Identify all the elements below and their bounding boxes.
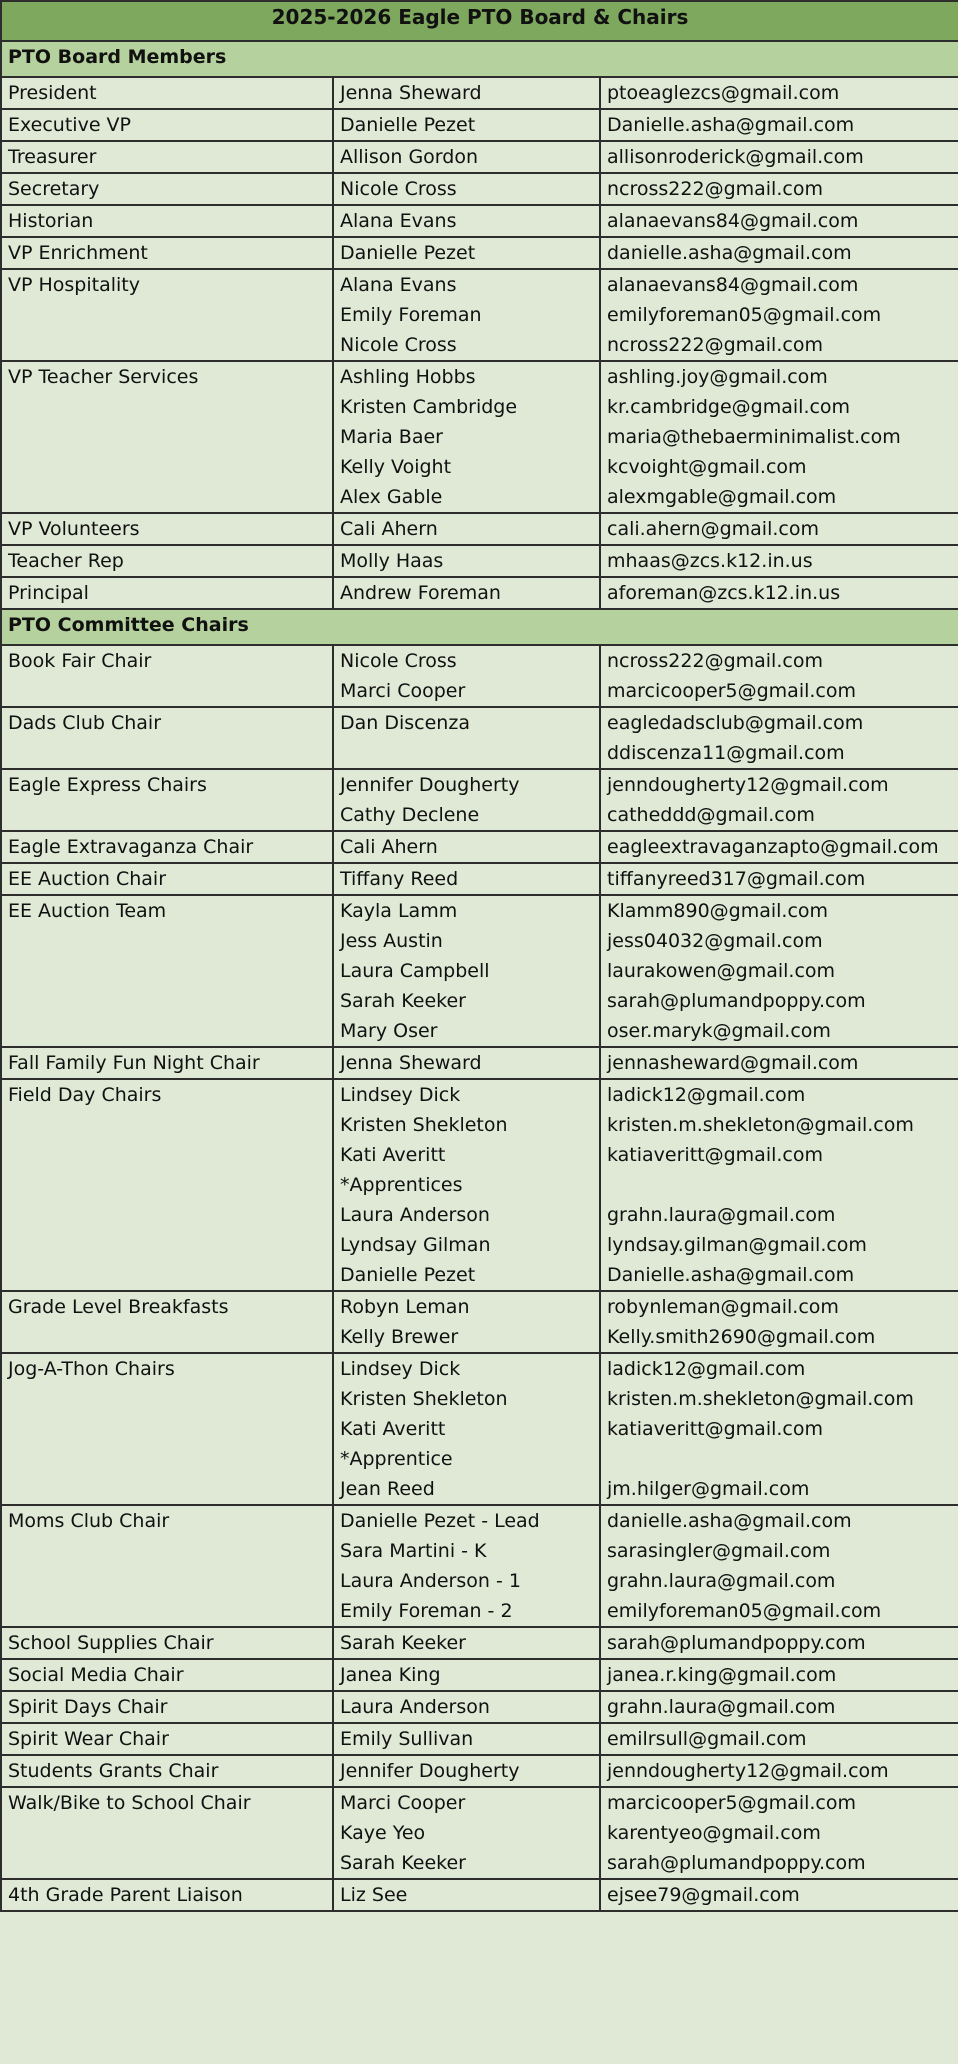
names-cell	[333, 269, 600, 361]
role-cell	[1, 77, 333, 109]
email-address: ejsee79@gmail.com	[607, 1884, 800, 1906]
table-row	[1, 1353, 958, 1505]
role-cell	[1, 707, 333, 769]
names-cell	[333, 77, 600, 109]
names-cell	[333, 707, 600, 769]
table-row	[1, 1079, 958, 1291]
email-address: katiaveritt@gmail.com	[607, 1418, 823, 1440]
names-cell	[333, 1723, 600, 1755]
role-label: Treasurer	[8, 146, 97, 168]
emails-cell	[600, 237, 958, 269]
table-row	[1, 269, 958, 361]
role-cell	[1, 1879, 333, 1911]
person-name: Sarah Keeker	[340, 990, 466, 1012]
role-label: VP Enrichment	[8, 242, 148, 264]
emails-cell	[600, 545, 958, 577]
role-cell	[1, 895, 333, 1047]
person-name: Andrew Foreman	[340, 582, 501, 604]
table-row	[1, 545, 958, 577]
names-cell	[333, 1505, 600, 1627]
names-cell	[333, 645, 600, 707]
names-cell	[333, 513, 600, 545]
person-name: Marci Cooper	[340, 680, 466, 702]
email-address: ddiscenza11@gmail.com	[607, 742, 845, 764]
email-address: sarah@plumandpoppy.com	[607, 1852, 866, 1874]
email-address: aforeman@zcs.k12.in.us	[607, 582, 841, 604]
role-cell	[1, 361, 333, 513]
role-label: Secretary	[8, 178, 100, 200]
email-address: sarah@plumandpoppy.com	[607, 990, 866, 1012]
email-address: alanaevans84@gmail.com	[607, 274, 859, 296]
table-row	[1, 173, 958, 205]
email-address: marcicooper5@gmail.com	[607, 680, 857, 702]
table-row	[1, 1659, 958, 1691]
section-heading: PTO Committee Chairs	[1, 609, 958, 645]
email-address: catheddd@gmail.com	[607, 804, 815, 826]
role-label: President	[8, 82, 97, 104]
email-address	[607, 1170, 952, 1200]
person-name: Mary Oser	[340, 1020, 438, 1042]
names-cell	[333, 237, 600, 269]
email-address: ncross222@gmail.com	[607, 178, 823, 200]
email-address: sarah@plumandpoppy.com	[607, 1632, 866, 1654]
names-cell	[333, 205, 600, 237]
role-label: Field Day Chairs	[8, 1084, 162, 1106]
role-label: Students Grants Chair	[8, 1760, 219, 1782]
role-label: 4th Grade Parent Liaison	[8, 1884, 243, 1906]
role-label: EE Auction Chair	[8, 868, 167, 890]
names-cell	[333, 109, 600, 141]
emails-cell	[600, 1755, 958, 1787]
email-address: laurakowen@gmail.com	[607, 960, 836, 982]
email-address: emilrsull@gmail.com	[607, 1728, 807, 1750]
role-cell	[1, 1723, 333, 1755]
role-label: Moms Club Chair	[8, 1510, 170, 1532]
names-cell	[333, 1691, 600, 1723]
names-cell	[333, 361, 600, 513]
person-name: Nicole Cross	[340, 178, 457, 200]
email-address	[607, 1444, 952, 1474]
table-row	[1, 1691, 958, 1723]
table-row	[1, 1879, 958, 1911]
emails-cell	[600, 1353, 958, 1505]
table-row	[1, 205, 958, 237]
names-cell	[333, 141, 600, 173]
person-name: Kristen Cambridge	[340, 396, 518, 418]
role-cell	[1, 269, 333, 361]
table-row	[1, 1291, 958, 1353]
names-cell	[333, 545, 600, 577]
table-row	[1, 577, 958, 609]
email-address: lyndsay.gilman@gmail.com	[607, 1234, 867, 1256]
email-address: ladick12@gmail.com	[607, 1084, 806, 1106]
email-address: Kelly.smith2690@gmail.com	[607, 1326, 876, 1348]
emails-cell	[600, 1047, 958, 1079]
role-cell	[1, 205, 333, 237]
email-address: katiaveritt@gmail.com	[607, 1144, 823, 1166]
role-cell	[1, 577, 333, 609]
person-name: Lyndsay Gilman	[340, 1234, 491, 1256]
person-name: Kristen Shekleton	[340, 1114, 508, 1136]
person-name: *Apprentice	[340, 1448, 453, 1470]
email-address: grahn.laura@gmail.com	[607, 1570, 836, 1592]
table-row	[1, 863, 958, 895]
emails-cell	[600, 895, 958, 1047]
role-label: Jog-A-Thon Chairs	[8, 1358, 175, 1380]
names-cell	[333, 769, 600, 831]
person-name: Robyn Leman	[340, 1296, 470, 1318]
role-label: Spirit Days Chair	[8, 1696, 168, 1718]
role-label: Principal	[8, 582, 89, 604]
email-address: ncross222@gmail.com	[607, 650, 823, 672]
names-cell	[333, 831, 600, 863]
role-label: Eagle Extravaganza Chair	[8, 836, 254, 858]
email-address: eagleextravaganzapto@gmail.com	[607, 836, 939, 858]
role-cell	[1, 1627, 333, 1659]
person-name: Jenna Sheward	[340, 82, 482, 104]
email-address: alexmgable@gmail.com	[607, 486, 837, 508]
person-name: Jennifer Dougherty	[340, 774, 520, 796]
person-name: Lindsey Dick	[340, 1358, 461, 1380]
person-name: Ashling Hobbs	[340, 366, 476, 388]
table-row	[1, 645, 958, 707]
person-name: Emily Foreman	[340, 304, 482, 326]
email-address: allisonroderick@gmail.com	[607, 146, 864, 168]
emails-cell	[600, 769, 958, 831]
table-row	[1, 831, 958, 863]
person-name: Kristen Shekleton	[340, 1388, 508, 1410]
section-heading: PTO Board Members	[1, 41, 958, 77]
email-address: ashling.joy@gmail.com	[607, 366, 828, 388]
person-name: Sarah Keeker	[340, 1852, 466, 1874]
emails-cell	[600, 205, 958, 237]
names-cell	[333, 1879, 600, 1911]
names-cell	[333, 1353, 600, 1505]
person-name: Danielle Pezet	[340, 242, 476, 264]
email-address: grahn.laura@gmail.com	[607, 1696, 836, 1718]
role-cell	[1, 1659, 333, 1691]
email-address: kr.cambridge@gmail.com	[607, 396, 851, 418]
role-cell	[1, 109, 333, 141]
names-cell	[333, 1659, 600, 1691]
person-name: Kayla Lamm	[340, 900, 458, 922]
email-address: alanaevans84@gmail.com	[607, 210, 859, 232]
person-name: Dan Discenza	[340, 712, 470, 734]
person-name: *Apprentices	[340, 1174, 463, 1196]
table-row	[1, 1505, 958, 1627]
emails-cell	[600, 1659, 958, 1691]
email-address: tiffanyreed317@gmail.com	[607, 868, 866, 890]
role-label: Executive VP	[8, 114, 131, 136]
role-label: Historian	[8, 210, 94, 232]
email-address: jennasheward@gmail.com	[607, 1052, 859, 1074]
emails-cell	[600, 141, 958, 173]
title-row	[1, 1, 958, 41]
role-cell	[1, 513, 333, 545]
table-row	[1, 1047, 958, 1079]
emails-cell	[600, 1787, 958, 1879]
person-name: Allison Gordon	[340, 146, 478, 168]
table-row	[1, 77, 958, 109]
person-name: Tiffany Reed	[340, 868, 459, 890]
emails-cell	[600, 863, 958, 895]
person-name: Laura Anderson	[340, 1204, 490, 1226]
person-name: Cathy Declene	[340, 804, 480, 826]
page-title: 2025-2026 Eagle PTO Board & Chairs	[1, 1, 958, 41]
role-label: EE Auction Team	[8, 900, 167, 922]
role-label: Walk/Bike to School Chair	[8, 1792, 251, 1814]
table-row	[1, 141, 958, 173]
role-cell	[1, 1755, 333, 1787]
emails-cell	[600, 645, 958, 707]
person-name: Alana Evans	[340, 210, 457, 232]
email-address: danielle.asha@gmail.com	[607, 242, 852, 264]
table-row	[1, 237, 958, 269]
person-name: Kati Averitt	[340, 1144, 446, 1166]
table-row	[1, 769, 958, 831]
names-cell	[333, 577, 600, 609]
pto-roster-body	[1, 1, 958, 1911]
person-name: Jennifer Dougherty	[340, 1760, 520, 1782]
emails-cell	[600, 1627, 958, 1659]
section-header-row	[1, 609, 958, 645]
email-address: Danielle.asha@gmail.com	[607, 114, 855, 136]
emails-cell	[600, 1291, 958, 1353]
person-name: Nicole Cross	[340, 334, 457, 356]
emails-cell	[600, 1079, 958, 1291]
emails-cell	[600, 831, 958, 863]
role-label: Fall Family Fun Night Chair	[8, 1052, 260, 1074]
role-cell	[1, 863, 333, 895]
email-address: emilyforeman05@gmail.com	[607, 304, 882, 326]
person-name: Cali Ahern	[340, 836, 438, 858]
role-label: Teacher Rep	[8, 550, 124, 572]
names-cell	[333, 895, 600, 1047]
person-name: Kati Averitt	[340, 1418, 446, 1440]
email-address: ladick12@gmail.com	[607, 1358, 806, 1380]
emails-cell	[600, 269, 958, 361]
emails-cell	[600, 1691, 958, 1723]
person-name: Molly Haas	[340, 550, 444, 572]
person-name: Jean Reed	[340, 1478, 435, 1500]
role-cell	[1, 831, 333, 863]
email-address: ptoeaglezcs@gmail.com	[607, 82, 840, 104]
role-cell	[1, 1505, 333, 1627]
emails-cell	[600, 1505, 958, 1627]
table-row	[1, 1755, 958, 1787]
email-address: jenndougherty12@gmail.com	[607, 774, 889, 796]
emails-cell	[600, 577, 958, 609]
role-cell	[1, 545, 333, 577]
role-cell	[1, 1291, 333, 1353]
person-name: Danielle Pezet	[340, 1264, 476, 1286]
role-label: Eagle Express Chairs	[8, 774, 207, 796]
email-address: janea.r.king@gmail.com	[607, 1664, 837, 1686]
email-address: kcvoight@gmail.com	[607, 456, 807, 478]
email-address: Klamm890@gmail.com	[607, 900, 829, 922]
person-name: Emily Sullivan	[340, 1728, 474, 1750]
person-name: Kaye Yeo	[340, 1822, 426, 1844]
email-address: sarasingler@gmail.com	[607, 1540, 831, 1562]
role-label: VP Teacher Services	[8, 366, 199, 388]
person-name: Janea King	[340, 1664, 441, 1686]
person-name: Kelly Brewer	[340, 1326, 459, 1348]
person-name: Cali Ahern	[340, 518, 438, 540]
email-address: eagledadsclub@gmail.com	[607, 712, 864, 734]
person-name: Laura Anderson	[340, 1696, 490, 1718]
email-address: marcicooper5@gmail.com	[607, 1792, 857, 1814]
person-name: Maria Baer	[340, 426, 443, 448]
role-cell	[1, 1047, 333, 1079]
table-row	[1, 109, 958, 141]
role-cell	[1, 1691, 333, 1723]
person-name: Laura Campbell	[340, 960, 490, 982]
person-name: Marci Cooper	[340, 1792, 466, 1814]
email-address: mhaas@zcs.k12.in.us	[607, 550, 813, 572]
table-row	[1, 1627, 958, 1659]
role-label: Social Media Chair	[8, 1664, 184, 1686]
emails-cell	[600, 77, 958, 109]
emails-cell	[600, 361, 958, 513]
role-cell	[1, 141, 333, 173]
role-cell	[1, 173, 333, 205]
email-address: Danielle.asha@gmail.com	[607, 1264, 855, 1286]
email-address: maria@thebaerminimalist.com	[607, 426, 901, 448]
emails-cell	[600, 513, 958, 545]
emails-cell	[600, 1879, 958, 1911]
person-name: Kelly Voight	[340, 456, 452, 478]
role-label: Book Fair Chair	[8, 650, 152, 672]
role-cell	[1, 769, 333, 831]
email-address: ncross222@gmail.com	[607, 334, 823, 356]
table-row	[1, 1723, 958, 1755]
person-name: Lindsey Dick	[340, 1084, 461, 1106]
role-cell	[1, 645, 333, 707]
role-cell	[1, 237, 333, 269]
role-label: Grade Level Breakfasts	[8, 1296, 229, 1318]
role-label: School Supplies Chair	[8, 1632, 214, 1654]
emails-cell	[600, 109, 958, 141]
email-address: robynleman@gmail.com	[607, 1296, 839, 1318]
person-name: Jess Austin	[340, 930, 443, 952]
role-cell	[1, 1079, 333, 1291]
names-cell	[333, 863, 600, 895]
names-cell	[333, 173, 600, 205]
names-cell	[333, 1755, 600, 1787]
person-name: Liz See	[340, 1884, 408, 1906]
role-label: Dads Club Chair	[8, 712, 162, 734]
role-label: VP Volunteers	[8, 518, 140, 540]
person-name: Danielle Pezet	[340, 114, 476, 136]
person-name: Sara Martini - K	[340, 1540, 487, 1562]
role-cell	[1, 1787, 333, 1879]
email-address: kristen.m.shekleton@gmail.com	[607, 1114, 914, 1136]
person-name: Laura Anderson - 1	[340, 1570, 521, 1592]
email-address: kristen.m.shekleton@gmail.com	[607, 1388, 914, 1410]
names-cell	[333, 1291, 600, 1353]
email-address: jess04032@gmail.com	[607, 930, 823, 952]
emails-cell	[600, 707, 958, 769]
person-name: Danielle Pezet - Lead	[340, 1510, 540, 1532]
table-row	[1, 895, 958, 1047]
email-address: jenndougherty12@gmail.com	[607, 1760, 889, 1782]
person-name: Sarah Keeker	[340, 1632, 466, 1654]
role-label: VP Hospitality	[8, 274, 140, 296]
person-name: Jenna Sheward	[340, 1052, 482, 1074]
table-row	[1, 1787, 958, 1879]
email-address: danielle.asha@gmail.com	[607, 1510, 852, 1532]
role-cell	[1, 1353, 333, 1505]
emails-cell	[600, 173, 958, 205]
table-row	[1, 513, 958, 545]
person-name: Nicole Cross	[340, 650, 457, 672]
email-address: jm.hilger@gmail.com	[607, 1478, 810, 1500]
emails-cell	[600, 1723, 958, 1755]
email-address: cali.ahern@gmail.com	[607, 518, 819, 540]
names-cell	[333, 1079, 600, 1291]
table-row	[1, 361, 958, 513]
email-address: karentyeo@gmail.com	[607, 1822, 821, 1844]
person-name: Emily Foreman - 2	[340, 1600, 513, 1622]
table-row	[1, 707, 958, 769]
person-name: Alana Evans	[340, 274, 457, 296]
names-cell	[333, 1047, 600, 1079]
person-name: Alex Gable	[340, 486, 443, 508]
email-address: oser.maryk@gmail.com	[607, 1020, 831, 1042]
names-cell	[333, 1627, 600, 1659]
names-cell	[333, 1787, 600, 1879]
role-label: Spirit Wear Chair	[8, 1728, 169, 1750]
section-header-row	[1, 41, 958, 77]
email-address: emilyforeman05@gmail.com	[607, 1600, 882, 1622]
email-address: grahn.laura@gmail.com	[607, 1204, 836, 1226]
